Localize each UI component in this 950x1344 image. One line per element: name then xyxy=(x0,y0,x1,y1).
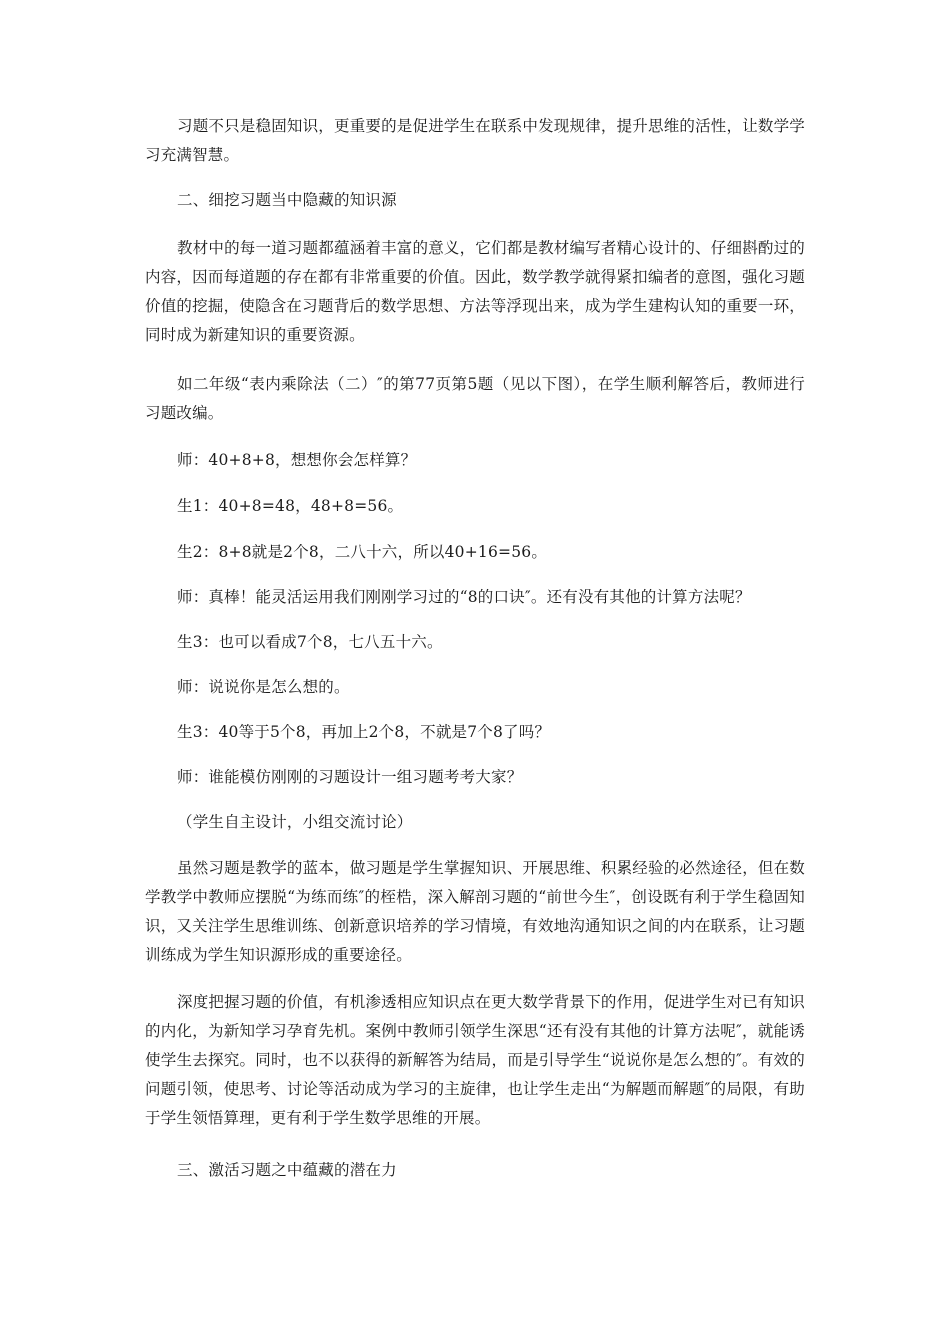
dialogue-student-1: 生1：40+8=48，48+8=56。 xyxy=(177,497,404,515)
paragraph-intro: 习题不只是稳固知识，更重要的是促进学生在联系中发现规律，提升思维的活性，让数学学习充满智慧。 xyxy=(145,117,806,164)
paragraph-student-design: （学生自主设计，小组交流讨论） xyxy=(177,813,413,831)
paragraph-example-intro: 如二年级“表内乘除法（二）″的第77页第5题（见以下图），在学生顺利解答后，教师进行习题改编。 xyxy=(145,375,805,422)
dialogue-student-3b: 生3：40等于5个8，再加上2个8，不就是7个8了吗？ xyxy=(177,723,551,741)
paragraph-deep-value: 深度把握习题的价值，有机渗透相应知识点在更大数学背景下的作用，促进学生对已有知识的内化，为新知学习孕育先机。案例中教师引领学生深思“还有没有其他的计算方法呢″，就能诱使学生去探究。同时，也不以获得的新解答为结局，而是引导学生“说说你是怎么想的″。有效的问题引领，使思考、讨论等活动成为学习的主旋律，也让学生走出“为解题而解题″的局限，有助于学生领悟算理，更有利于学生数学思维的开展。 xyxy=(145,993,806,1127)
paragraph-exercise-blueprint: 虽然习题是教学的蓝本，做习题是学生掌握知识、开展思维、积累经验的必然途径，但在数学教学中教师应摆脱“为练而练″的桎梏，深入解剖习题的“前世今生″，创设既有利于学生稳固知识，又关注学生思维训练、创新意识培养的学习情境，有效地沟通知识之间的内在联系，让习题训练成为学生知识源形成的重要途径。 xyxy=(145,859,806,964)
section-heading-3: 三、激活习题之中蕴藏的潜在力 xyxy=(177,1161,397,1179)
section-heading-2: 二、细挖习题当中隐藏的知识源 xyxy=(177,191,397,209)
dialogue-teacher-1: 师：40+8+8，想想你会怎样算？ xyxy=(177,451,417,469)
dialogue-teacher-4: 师：谁能模仿刚刚的习题设计一组习题考考大家？ xyxy=(177,768,523,786)
dialogue-teacher-2: 师：真棒！能灵活运用我们刚刚学习过的“8的口诀″。还有没有其他的计算方法呢？ xyxy=(177,588,751,606)
dialogue-student-3: 生3：也可以看成7个8，七八五十六。 xyxy=(177,633,443,651)
dialogue-student-2: 生2：8+8就是2个8，二八十六，所以40+16=56。 xyxy=(177,543,548,561)
paragraph-textbook-exercises: 教材中的每一道习题都蕴涵着丰富的意义，它们都是教材编写者精心设计的、仔细斟酌过的内容，因而每道题的存在都有非常重要的价值。因此，数学教学就得紧扣编者的意图，强化习题价值的挖掘，使隐含在习题背后的数学思想、方法等浮现出来，成为学生建构认知的重要一环，同时成为新建知识的重要资源。 xyxy=(145,239,806,344)
dialogue-teacher-3: 师：说说你是怎么想的。 xyxy=(177,678,350,696)
